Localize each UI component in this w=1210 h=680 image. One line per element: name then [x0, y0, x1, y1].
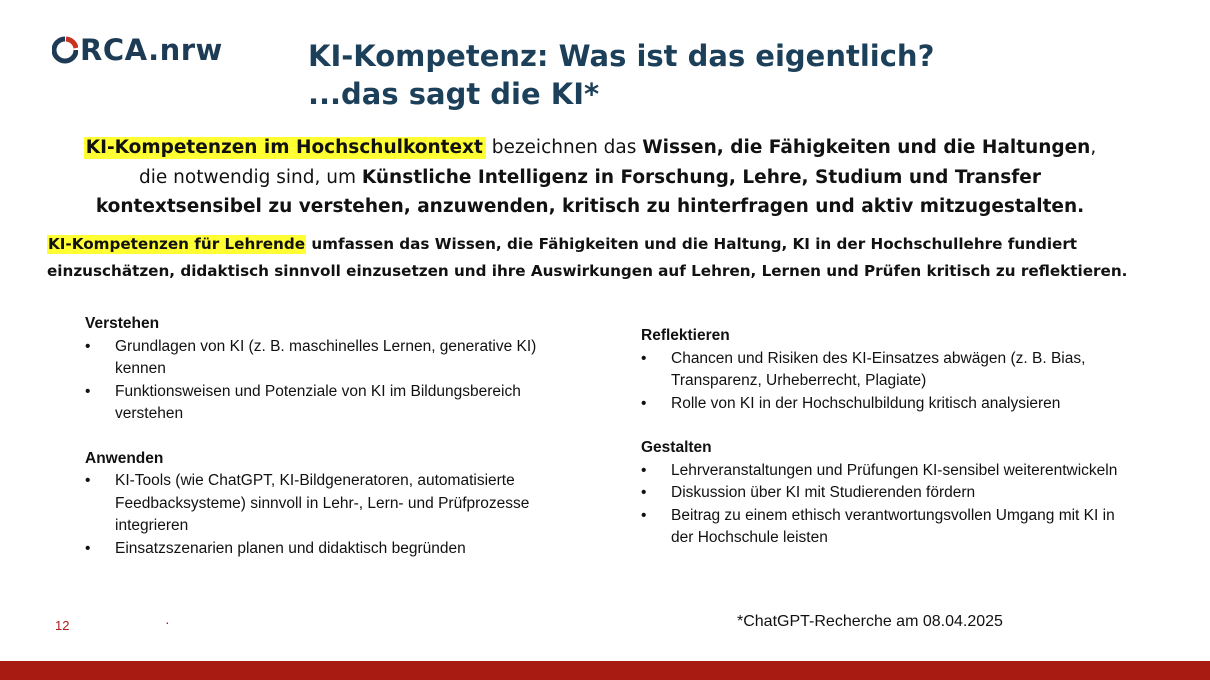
intro1-text-1: bezeichnen das: [485, 137, 643, 158]
bullet-icon: •: [641, 506, 647, 524]
intro-paragraph-context: [70, 133, 1110, 222]
list-item-text: Einsatzszenarien planen und didaktisch begründen: [115, 539, 466, 557]
section-verstehen: [85, 313, 555, 426]
list-item-text: Lehrveranstaltungen und Prüfungen KI-sensibel weiterentwickeln: [671, 461, 1118, 479]
section-heading: Anwenden: [85, 449, 164, 467]
list-item: [85, 470, 555, 538]
bullet-icon: •: [641, 461, 647, 479]
section-heading: Verstehen: [85, 315, 160, 332]
orca-logo-o-icon: [52, 35, 78, 65]
bullet-list: [85, 470, 555, 560]
page-number: 12: [55, 618, 70, 633]
bullet-icon: •: [641, 349, 647, 367]
list-item: [85, 336, 555, 381]
highlight-hochschulkontext: KI-Kompetenzen im Hochschulkontext: [84, 137, 486, 159]
section-reflektieren: [641, 325, 1141, 415]
list-item-text: Beitrag zu einem ethisch verantwortungsvollen Umgang mit KI in der Hochschule leisten: [671, 506, 1115, 546]
list-item: [641, 505, 1141, 550]
bullet-icon: •: [641, 394, 647, 412]
bullet-icon: •: [85, 539, 91, 557]
left-column: [85, 313, 555, 582]
list-item-text: Diskussion über KI mit Studierenden fördern: [671, 484, 976, 501]
source-note: *ChatGPT-Recherche am 08.04.2025: [737, 613, 1003, 630]
highlight-lehrende: KI-Kompetenzen für Lehrende: [48, 235, 306, 253]
orca-logo: [52, 30, 223, 70]
list-item-text: Rolle von KI in der Hochschulbildung kritisch analysieren: [671, 394, 1061, 412]
footer-dot: ·: [165, 614, 170, 630]
bullet-list: [641, 460, 1141, 550]
list-item-text: Grundlagen von KI (z. B. maschinelles Lernen, generative KI) kennen: [115, 337, 537, 377]
section-anwenden: [85, 448, 555, 561]
bullet-list: [641, 348, 1141, 416]
intro1-text-2: , die notwendig sind, um: [139, 137, 1097, 188]
bullet-list: [85, 336, 555, 426]
section-heading: Gestalten: [641, 439, 712, 456]
bottom-accent-bar: [0, 661, 1210, 680]
section-gestalten: [641, 437, 1141, 550]
intro1-bold-2: Künstliche Intelligenz in Forschung, Lehre, Studium und Transfer kontextsensibel zu verstehen, anzuwenden, kritisch zu hinterfragen und aktiv mitzugestalten.: [95, 166, 1085, 217]
list-item-text: Funktionsweisen und Potenziale von KI im Bildungsbereich verstehen: [115, 382, 521, 422]
title-line-1: KI-Kompetenz: Was ist das eigentlich?: [308, 39, 935, 73]
intro2-text: umfassen das Wissen, die Fähigkeiten und die Haltung, KI in der Hochschullehre fundiert einzuschätzen, didaktisch sinnvoll einzusetzen und ihre Auswirkungen auf Lehren, Lernen und Prüfen kritisch zu reflektieren.: [47, 235, 1128, 280]
list-item: [85, 538, 555, 561]
list-item-text: KI-Tools (wie ChatGPT, KI-Bildgeneratoren, automatisierte Feedbacksysteme) sinnvoll in Lehr-, Lern- und Prüfprozesse integrieren: [115, 472, 530, 534]
bullet-icon: •: [641, 484, 647, 501]
list-item-text: Chancen und Risiken des KI-Einsatzes abwägen (z. B. Bias, Transparenz, Urheberrecht, Plagiate): [671, 349, 1086, 389]
list-item: [641, 482, 1141, 505]
list-item: [641, 348, 1141, 393]
list-item: [641, 460, 1141, 483]
bullet-icon: •: [85, 472, 91, 489]
bullet-icon: •: [85, 337, 91, 355]
right-column: [641, 325, 1141, 572]
logo-text: RCA.nrw: [80, 33, 223, 67]
section-heading: Reflektieren: [641, 327, 730, 344]
intro-paragraph-lehrende: [47, 231, 1177, 284]
list-item: [85, 381, 555, 426]
title-line-2: ...das sagt die KI*: [308, 77, 600, 111]
bullet-icon: •: [85, 382, 91, 400]
intro1-bold-1: Wissen, die Fähigkeiten und die Haltungen: [642, 137, 1091, 158]
slide-title: [308, 37, 934, 113]
list-item: [641, 393, 1141, 416]
